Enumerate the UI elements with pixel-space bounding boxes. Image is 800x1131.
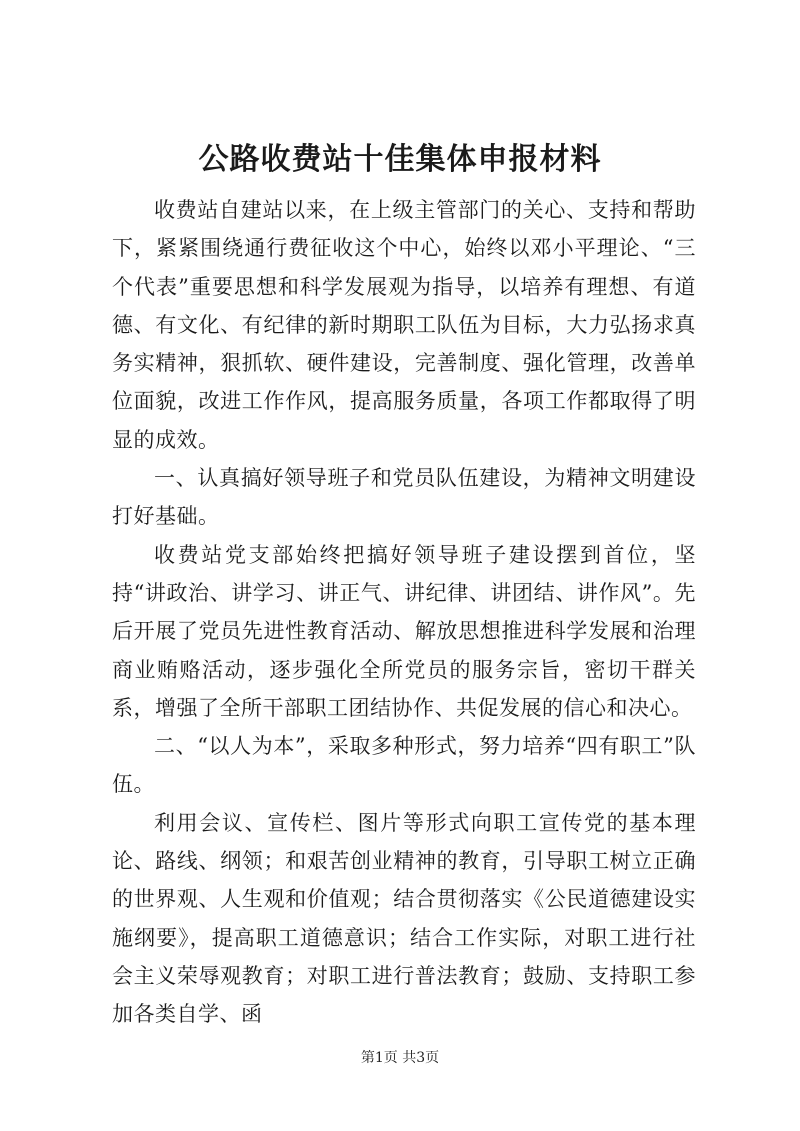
paragraph-intro: 收费站自建站以来，在上级主管部门的关心、支持和帮助下，紧紧围绕通行费征收这个中心，始终以邓小平理论、“三个代表”重要思想和科学发展观为指导，以培养有理想、有道德、有文化、有纪律的新时期职工队伍为目标，大力弘扬求真务实精神，狠抓软、硬件建设，完善制度、强化管理，改善单位面貌，改进工作作风，提高服务质量，各项工作都取得了明显的成效。	[112, 198, 696, 452]
section-heading-1: 一、认真搞好领导班子和党员队伍建设，为精神文明建设打好基础。	[112, 466, 696, 529]
section-heading-2: 二、“以人为本”，采取多种形式，努力培养“四有职工”队伍。	[112, 734, 696, 797]
paragraph-section-2: 利用会议、宣传栏、图片等形式向职工宣传党的基本理论、路线、纲领；和艰苦创业精神的教育，引导职工树立正确的世界观、人生观和价值观；结合贯彻落实《公民道德建设实施纲要》，提高职工道德意识；结合工作实际，对职工进行社会主义荣辱观教育；对职工进行普法教育；鼓励、支持职工参加各类自学、函	[112, 810, 696, 1027]
page-footer: 第1页 共3页	[360, 1050, 440, 1066]
document-body	[112, 191, 696, 1034]
paragraph-section-1: 收费站党支部始终把搞好领导班子建设摆到首位，坚持“讲政治、讲学习、讲正气、讲纪律、讲团结、讲作风”。先后开展了党员先进性教育活动、解放思想推进科学发展和治理商业贿赂活动，逐步强化全所党员的服务宗旨，密切干群关系，增强了全所干部职工团结协作、共促发展的信心和决心。	[112, 542, 696, 720]
document-title: 公路收费站十佳集体申报材料	[198, 142, 602, 177]
